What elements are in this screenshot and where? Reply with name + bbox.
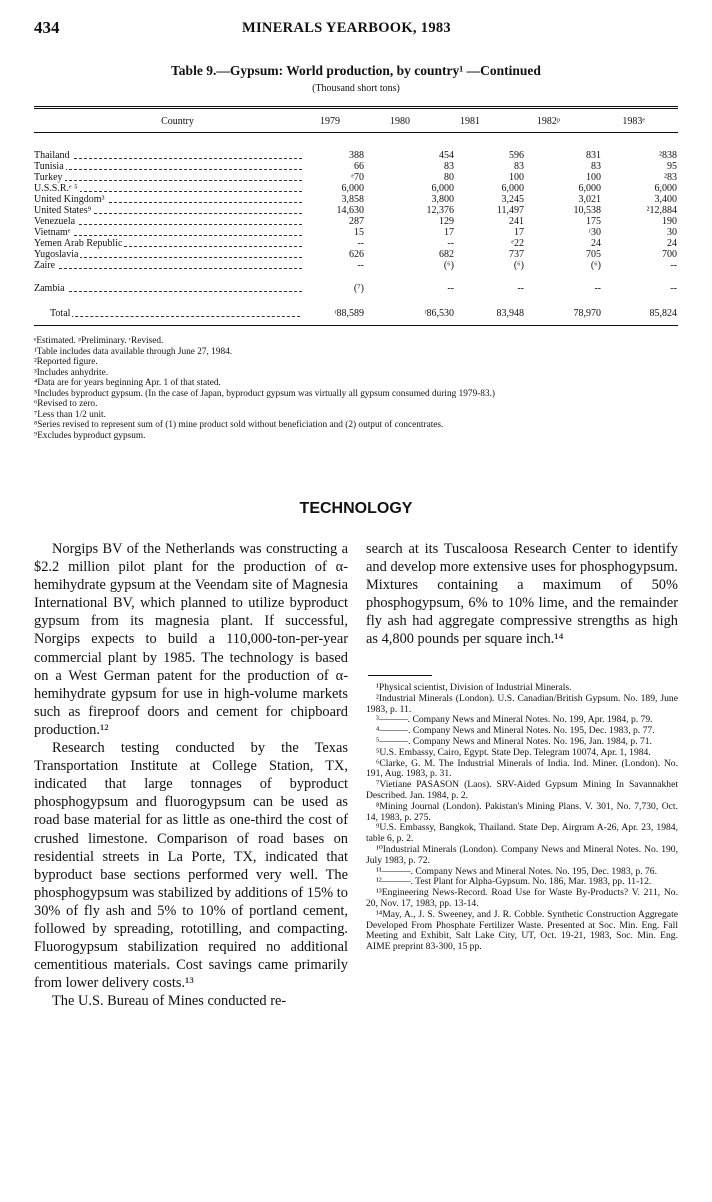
country-cell: Thailand	[34, 150, 70, 161]
country-cell: Vietnamᵉ	[34, 227, 71, 238]
value-cell: 6,000	[431, 183, 454, 194]
footnote: ¹²———. Test Plant for Alpha-Gypsum. No. 186, Mar. 1983, pp. 11-12.	[376, 876, 652, 888]
footnotes	[366, 683, 678, 953]
column-header-1979: 1979	[320, 116, 340, 127]
footnote: ⁹U.S. Embassy, Bangkok, Thailand. State Dep. Airgram A-26, Apr. 23, 1984, table 6, p. 2.	[366, 822, 678, 845]
value-cell: 6,000	[578, 183, 601, 194]
value-cell: --	[447, 238, 454, 249]
body-paragraph: The U.S. Bureau of Mines conducted re-	[52, 993, 287, 1010]
value-cell: ʳ30	[588, 227, 601, 238]
value-cell: 17	[444, 227, 454, 238]
value-cell: 10,538	[573, 205, 601, 216]
footnote: ⁸Mining Journal (London). Pakistan's Mining Plans. V. 301, No. 7,730, Oct. 14, 1983, p. 275.	[366, 800, 678, 823]
total-cell: ʳ86,530	[424, 308, 454, 319]
footnote: ²Industrial Minerals (London). U.S. Canadian/British Gypsum. No. 189, June 1983, p. 11.	[366, 692, 678, 715]
leader-dots	[34, 291, 302, 292]
table-bottom-rule	[34, 325, 678, 326]
value-cell: ²83	[664, 172, 677, 183]
value-cell: 3,021	[578, 194, 601, 205]
footnote-rule	[368, 675, 432, 676]
value-cell: ²838	[659, 150, 677, 161]
page-number: 434	[34, 18, 60, 37]
value-cell: 80	[444, 172, 454, 183]
value-cell: 454	[439, 150, 454, 161]
left-column	[34, 540, 348, 1010]
table-note: ³Includes anhydrite.	[34, 367, 109, 378]
value-cell: 6,000	[341, 183, 364, 194]
table-notes	[34, 336, 682, 441]
column-header-1980: 1980	[390, 116, 410, 127]
total-cell: 78,970	[573, 308, 601, 319]
footnote: ⁶Clarke, G. M. The Industrial Minerals of India. Ind. Miner. (London). No. 191, Aug. 1983, p. 31.	[366, 757, 678, 780]
footnote: ⁴———. Company News and Mineral Notes. No. 195, Dec. 1983, p. 77.	[376, 725, 655, 737]
value-cell: 83	[444, 161, 454, 172]
footnote: ⁵———. Company News and Mineral Notes. No. 196, Jan. 1984, p. 71.	[376, 735, 652, 747]
footnote: ¹Physical scientist, Division of Industrial Minerals.	[376, 682, 572, 693]
total-cell: 83,948	[496, 308, 524, 319]
table-row	[34, 261, 678, 272]
value-cell: --	[594, 283, 601, 294]
column-header-1983: 1983ᵉ	[622, 116, 645, 127]
country-cell: Zambia	[34, 283, 65, 294]
country-cell: United Kingdom³	[34, 194, 105, 205]
value-cell: 17	[514, 227, 524, 238]
total-cell: ʳ88,589	[334, 308, 364, 319]
value-cell: 100	[586, 172, 601, 183]
value-cell: 3,245	[501, 194, 524, 205]
table-note: ⁹Excludes byproduct gypsum.	[34, 430, 146, 441]
country-cell: Venezuela	[34, 216, 76, 227]
footnote: ¹⁴May, A., J. S. Sweeney, and J. R. Cobble. Synthetic Construction Aggregate Developed From Phosphate Fertilizer Waste. Presented at Soc. Min. Eng. Fall Meeting and Exhibit, Salt Lake City, UT, Oct. 19-21, 1983, Soc. Min. Eng. AIME preprint 83-300, 15 pp.	[366, 908, 678, 953]
value-cell: 190	[662, 216, 677, 227]
value-cell: 11,497	[496, 205, 524, 216]
country-cell: Tunisia	[34, 161, 64, 172]
leader-dots	[34, 268, 302, 269]
running-head: MINERALS YEARBOOK, 1983	[242, 20, 451, 36]
value-cell: 287	[349, 216, 364, 227]
value-cell: 100	[509, 172, 524, 183]
value-cell: --	[670, 260, 677, 271]
value-cell: --	[357, 260, 364, 271]
value-cell: 3,800	[431, 194, 454, 205]
value-cell: 6,000	[501, 183, 524, 194]
value-cell: 831	[586, 150, 601, 161]
footnote: ⁵U.S. Embassy, Cairo, Egypt. State Dep. Telegram 10074, Apr. 1, 1984.	[376, 746, 651, 758]
table-row	[34, 250, 678, 261]
table-row	[34, 228, 678, 239]
table-top-rule	[34, 106, 678, 109]
right-column	[366, 540, 678, 649]
table-note: ¹Table includes data available through June 27, 1984.	[34, 346, 233, 357]
leader-dots	[50, 316, 300, 317]
value-cell: 3,400	[654, 194, 677, 205]
value-cell: 66	[354, 161, 364, 172]
value-cell: --	[357, 238, 364, 249]
body-paragraph: Research testing conducted by the Texas Transportation Institute at College Station, TX, indicated that large tonnages of byproduct phosphogypsum and fluorogypsum can be used as road base material for as little as one-third the cost of crushed limestone. Comparison of road bases on residential streets in La Porte, TX, indicated that byproduct base sections performed very well. The phosphogypsum was stabilized by additions of 15% to 30% of fly ash and 5% to 10% of portland cement, followed by spreading, rototilling, and compacting. Fluorogypsum stabilization required no additional cementitious materials. Cost savings came primarily from lower delivery costs.¹³	[34, 740, 348, 992]
value-cell: 626	[349, 249, 364, 260]
leader-dots	[34, 235, 302, 236]
footnote: ¹⁰Industrial Minerals (London). Company News and Mineral Notes. No. 190, July 1983, p. 72.	[366, 843, 678, 866]
value-cell: 24	[591, 238, 601, 249]
table-total-row	[34, 309, 678, 320]
leader-dots	[34, 158, 302, 159]
value-cell: 3,858	[341, 194, 364, 205]
value-cell: 95	[667, 161, 677, 172]
table-note: ⁸Series revised to represent sum of (1) mine product sold without beneficiation and (2) output of concentrates.	[34, 420, 444, 430]
section-heading: TECHNOLOGY	[299, 500, 413, 517]
footnote: ⁷Vietiane PASASON (Laos). SRV-Aided Gypsum Mining In Savannakhet Described. Jan. 1984, p. 2.	[366, 779, 678, 801]
body-paragraph: search at its Tuscaloosa Research Center to identify and develop more extensive uses for phosphogypsum. Mixtures containing a maximum of 50% phosphogypsum, 6% to 10% lime, and the remainder fly ash had aggregate compressive strengths as high as 4,800 pounds per square inch.¹⁴	[366, 541, 678, 648]
table-unit: (Thousand short tons)	[312, 83, 400, 94]
value-cell: 737	[509, 249, 524, 260]
leader-dots	[34, 180, 302, 181]
country-cell: Yugoslavia	[34, 249, 79, 260]
footnote: ³———. Company News and Mineral Notes. No. 199, Apr. 1984, p. 79.	[376, 714, 653, 726]
table-note: ⁴Data are for years beginning Apr. 1 of that stated.	[34, 378, 221, 388]
value-cell: --	[670, 283, 677, 294]
table-note: ⁵Includes byproduct gypsum. (In the case of Japan, byproduct gypsum was virtually all gypsum consumed during 1979-83.)	[34, 388, 496, 399]
country-cell: Yemen Arab Republic	[34, 238, 123, 249]
value-cell: --	[447, 283, 454, 294]
value-cell: 596	[509, 150, 524, 161]
column-header-1981: 1981	[460, 116, 480, 127]
value-cell: 175	[586, 216, 601, 227]
value-cell: ²12,884	[646, 205, 677, 216]
footnote: ¹³Engineering News-Record. Road Use for Waste By-Products? V. 211, No. 20, Nov. 17, 1983, pp. 13-14.	[366, 887, 678, 909]
value-cell: 14,630	[336, 205, 364, 216]
table-note: ²Reported figure.	[34, 357, 98, 367]
value-cell: 83	[514, 161, 524, 172]
value-cell: ᵉ22	[511, 238, 524, 249]
table-title: Table 9.—Gypsum: World production, by country¹ —Continued	[171, 63, 541, 78]
value-cell: 129	[439, 216, 454, 227]
table-note: ᵉEstimated. ᵖPreliminary. ʳRevised.	[34, 336, 164, 346]
body-paragraph: Norgips BV of the Netherlands was constructing a $2.2 million pilot plant for the production of α-hemihydrate gypsum at the Veendam site of Magnesia International BV, which planned to utilize byproduct gypsum from its magnesia plant. If successful, Norgips expects to build a 110,000-ton-per-year commercial plant by 1985. The technology is based on a West German patent for the production of α-hemihydrate gypsum for use in high-volume markets such as fireproof doors and cement for chipboard production.¹²	[34, 541, 348, 738]
total-label: Total	[50, 308, 71, 319]
value-cell: 6,000	[654, 183, 677, 194]
country-cell: U.S.S.R.ᵉ ⁵	[34, 183, 78, 194]
value-cell: (⁶)	[443, 260, 454, 271]
table-note: ⁶Revised to zero.	[34, 399, 98, 409]
column-header-1982: 1982ᵖ	[536, 116, 560, 127]
value-cell: 30	[667, 227, 677, 238]
value-cell: 241	[509, 216, 524, 227]
value-cell: ᵉ70	[351, 172, 364, 183]
country-cell: Turkey	[34, 172, 63, 183]
table-note: ⁷Less than 1/2 unit.	[34, 409, 106, 420]
leader-dots	[34, 169, 302, 170]
value-cell: 682	[439, 249, 454, 260]
value-cell: 705	[586, 249, 601, 260]
value-cell: 388	[349, 150, 364, 161]
value-cell: 24	[667, 238, 677, 249]
value-cell: --	[517, 283, 524, 294]
value-cell: (⁷)	[353, 283, 364, 294]
country-cell: United States⁹	[34, 205, 92, 216]
value-cell: (⁶)	[590, 260, 601, 271]
column-header-country: Country	[161, 116, 194, 127]
header-rule	[34, 132, 678, 133]
country-cell: Zaire	[34, 260, 56, 271]
value-cell: 700	[662, 249, 677, 260]
value-cell: 12,376	[426, 205, 454, 216]
total-cell: 85,824	[649, 308, 677, 319]
value-cell: 83	[591, 161, 601, 172]
footnote: ¹¹———. Company News and Mineral Notes. No. 195, Dec. 1983, p. 76.	[376, 865, 658, 877]
value-cell: 15	[354, 227, 364, 238]
value-cell: (⁶)	[513, 260, 524, 271]
table-row	[34, 284, 678, 295]
